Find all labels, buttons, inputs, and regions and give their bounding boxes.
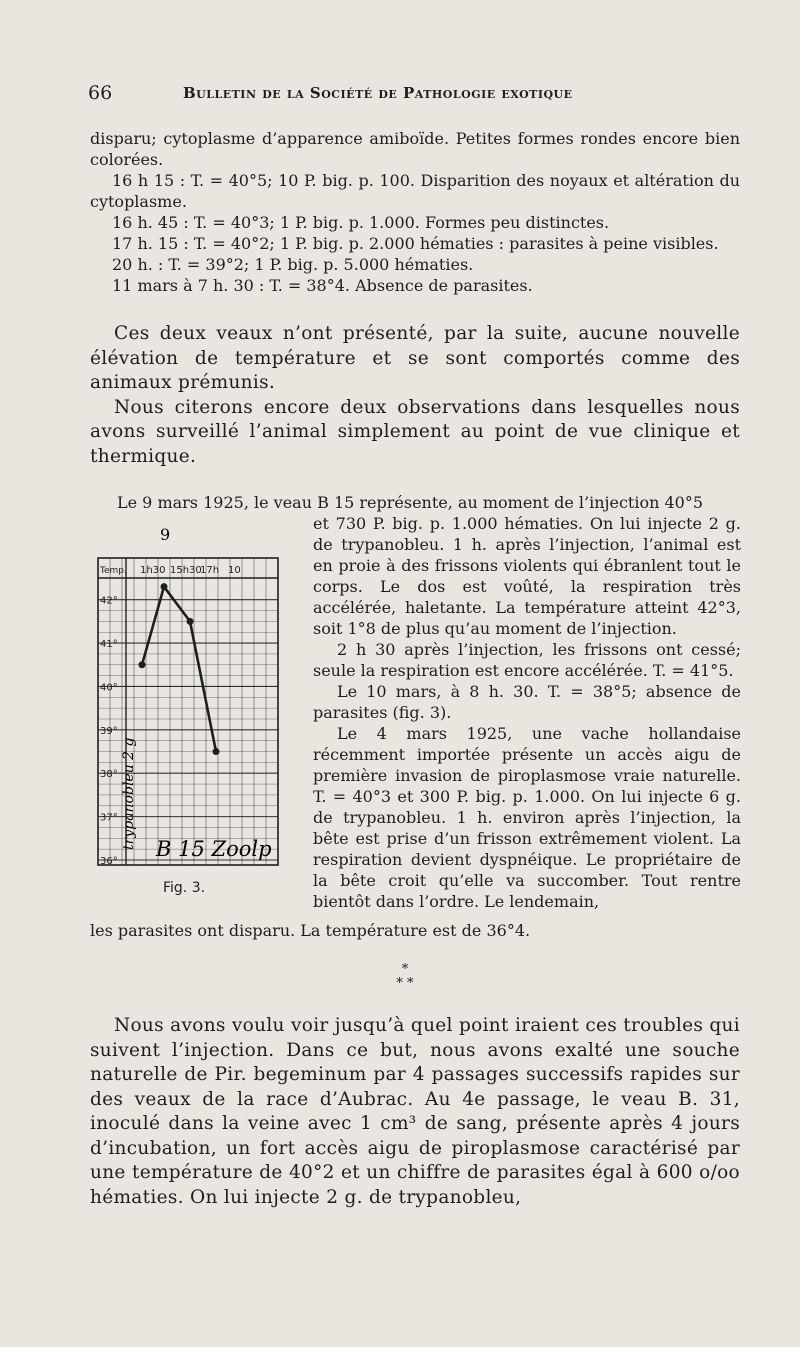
data-point — [213, 748, 220, 755]
chart-col-header: 15h30 — [170, 565, 202, 576]
paragraph: Nous citerons encore deux observations dans lesquelles nous avons surveillé l’animal simplement au point de vue clinique et thermique. — [90, 396, 740, 467]
body-text-2 — [90, 1014, 740, 1210]
paragraph: 2 h 30 après l’injection, les frissons ont cessé; seule la respiration est encore accélérée. T. = 41°5. — [313, 640, 741, 680]
asterism-top: * — [401, 962, 409, 977]
obs-cow-end: les parasites ont disparu. La température est de 36°4. — [90, 921, 531, 940]
chart-col-header: Temp. — [100, 566, 127, 576]
body-text — [90, 322, 740, 469]
page-header — [88, 82, 748, 108]
chart-y-tick: 38° — [100, 769, 118, 781]
chart-y-tick: 36° — [100, 856, 118, 867]
chart-col-header: 1h30 — [140, 565, 166, 576]
figure-3 — [88, 520, 293, 900]
figure-caption: Fig. 3. — [163, 880, 206, 896]
chart-col-headers — [99, 565, 241, 576]
obs-line: 11 mars à 7 h. 30 : T. = 38°4. Absence de parasites. — [112, 276, 533, 295]
asterism-bottom: * * — [396, 976, 414, 991]
right-column-text — [313, 513, 741, 912]
chart-col-header: 10 — [228, 565, 241, 576]
paragraph: et 730 P. big. p. 1.000 hématies. On lui injecte 2 g. de trypanobleu. 1 h. après l’injection, l’animal est en proie à des frissons violents qui ébranlent tout le corps. Le dos est voûté, la respiration très accélérée, haletante. La température atteint 42°3, soit 1°8 de plus qu’au moment de l’injection. — [313, 514, 741, 638]
handwritten-label: B 15 Zoolp — [156, 837, 272, 861]
paragraph: Le 4 mars 1925, une vache hollandaise récemment importée présente un accès aigu de première invasion de piroplasmose vraie naturelle. T. = 40°3 et 300 P. big. p. 1.000. On lui injecte 6 g. de trypanobleu. 1 h. environ après l’injection, la bête est prise d’un frisson extrêmement violent. La respiration devient dyspnéique. Le propriétaire de la bête croit qu’elle va succomber. Tout rentre bientôt dans l’ordre. Le lendemain, — [313, 724, 741, 911]
obs-b15-first-line: Le 9 mars 1925, le veau B 15 représente, au moment de l’injection 40°5 — [117, 493, 704, 512]
paragraph: Le 10 mars, à 8 h. 30. T. = 38°5; absence de parasites (fig. 3). — [313, 682, 741, 722]
obs-line: 16 h 15 : T. = 40°5; 10 P. big. p. 100. Disparition des noyaux et altération du cytoplasme. — [90, 171, 740, 211]
chart-y-tick: 37° — [100, 812, 118, 824]
chart-y-ticks — [100, 596, 118, 867]
asterism — [380, 963, 430, 991]
data-point — [187, 618, 194, 625]
chart-y-tick: 41° — [100, 639, 118, 651]
obs-line: 20 h. : T. = 39°2; 1 P. big. p. 5.000 hématies. — [112, 255, 474, 274]
page-number: 66 — [88, 82, 113, 104]
observation-log — [90, 128, 740, 296]
data-point — [161, 583, 168, 590]
chart-top-label: 9 — [160, 525, 171, 544]
series-line — [142, 587, 216, 752]
obs-line: 17 h. 15 : T. = 40°2; 1 P. big. p. 2.000 hématies : parasites à peine visibles. — [112, 234, 719, 253]
chart-y-tick: 40° — [100, 682, 118, 694]
temperature-chart — [88, 520, 293, 890]
running-title: Bulletin de la Société de Pathologie exotique — [183, 84, 573, 102]
chart-series — [139, 583, 220, 755]
chart-y-tick: 42° — [100, 595, 118, 607]
data-point — [139, 661, 146, 668]
obs-line: 16 h. 45 : T. = 40°3; 1 P. big. p. 1.000. Formes peu distinctes. — [112, 213, 610, 232]
vertical-annotation: trypanobleu 2 g — [121, 737, 137, 850]
chart-y-tick: 39° — [100, 725, 118, 737]
paragraph: Nous avons voulu voir jusqu’à quel point iraient ces troubles qui suivent l’injection. Dans ce but, nous avons exalté une souche naturelle de Pir. begeminum par 4 passages successifs rapides sur des veaux de la race d’Aubrac. Au 4e passage, le veau B. 31, inoculé dans la veine avec 1 cm³ de sang, présente après 4 jours d’incubation, un fort accès aigu de piroplasmose caractérisé par une température de 40°2 et un chiffre de parasites égal à 600 o/oo hématies. On lui injecte 2 g. de trypanobleu, — [90, 1015, 740, 1208]
obs-line: disparu; cytoplasme d’apparence amiboïde. Petites formes rondes encore bien colorées. — [90, 129, 740, 169]
paragraph: Ces deux veaux n’ont présenté, par la suite, aucune nouvelle élévation de température et se sont comportés comme des animaux prémunis. — [90, 323, 740, 393]
chart-col-header: 17h — [200, 565, 220, 576]
